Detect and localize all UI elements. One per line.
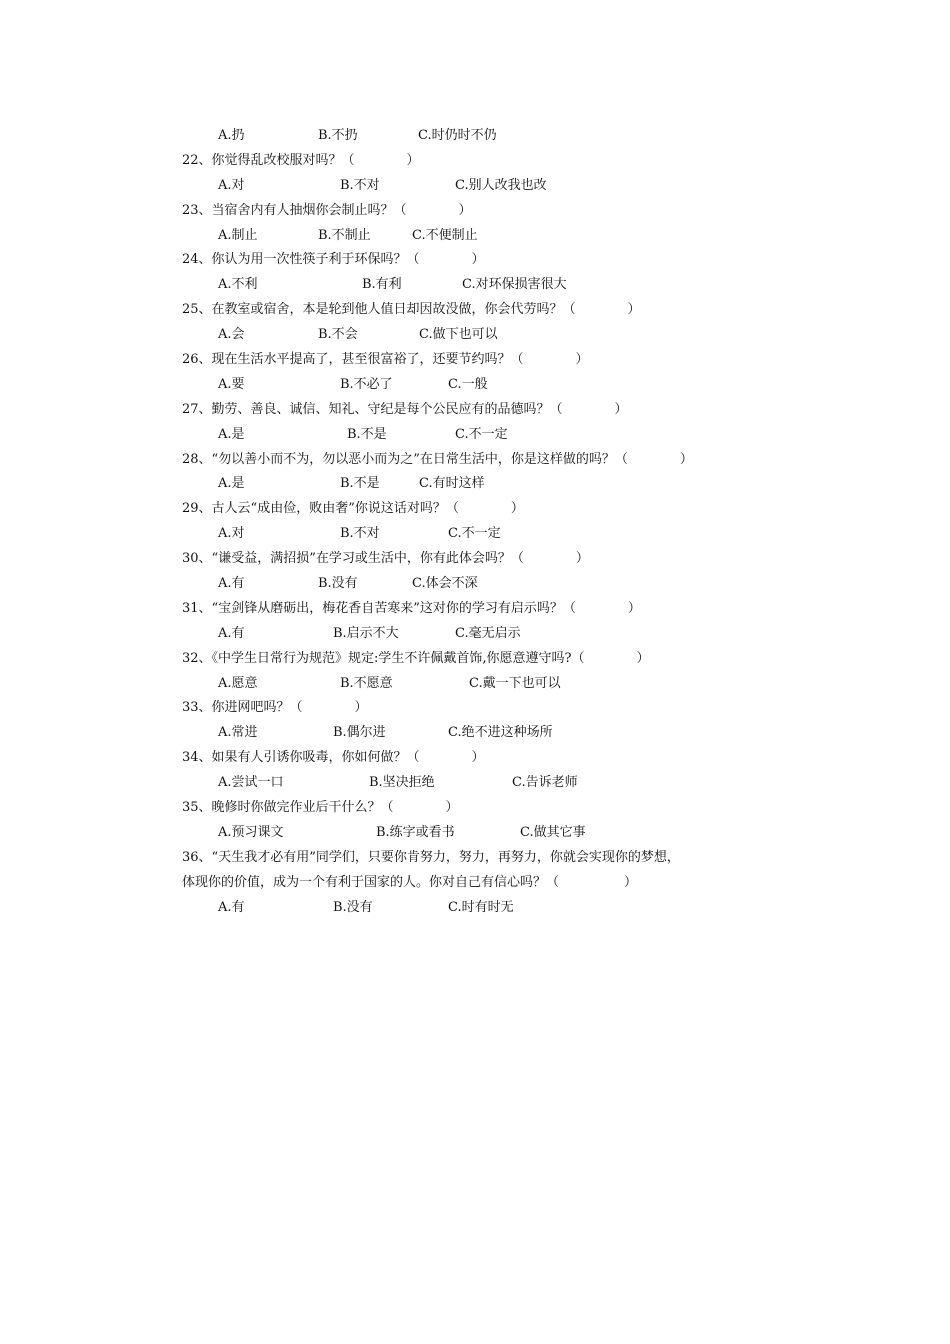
- options-row-33: [182, 721, 762, 746]
- option-c: C.毫无启示: [455, 625, 521, 641]
- options-row-31: [182, 622, 762, 647]
- options-row-29: [182, 522, 762, 547]
- question-27: 27、勤劳、善良、诚信、知礼、守纪是每个公民应有的品德吗？（ ）: [182, 401, 628, 417]
- option-a: A.有: [218, 625, 245, 641]
- question-33: 33、你进网吧吗？（ ）: [182, 700, 368, 716]
- option-a: A.制止: [218, 227, 258, 243]
- options-row-22: [182, 174, 762, 199]
- option-b: B.不是: [347, 426, 387, 442]
- option-b: B.启示不大: [333, 625, 399, 641]
- option-c: C.别人改我也改: [455, 177, 547, 193]
- option-c: C.不一定: [448, 526, 501, 542]
- option-c: C.有时这样: [419, 476, 485, 492]
- option-b: B.不是: [340, 476, 380, 492]
- option-b: B.不愿意: [340, 675, 393, 691]
- option-b: B.练字或看书: [376, 824, 455, 840]
- option-c: C.做下也可以: [419, 327, 498, 343]
- option-b: B.不对: [340, 177, 380, 193]
- option-c: C.时仍时不仍: [418, 128, 497, 143]
- options-row-30: [182, 572, 762, 597]
- option-b: B.有利: [362, 277, 402, 293]
- options-row-25: [182, 323, 762, 348]
- option-b: B.没有: [333, 899, 373, 915]
- option-c: C.体会不深: [412, 576, 478, 592]
- question-22: 22、你觉得乱改校服对吗？（ ）: [182, 152, 420, 168]
- option-c: C.戴一下也可以: [469, 675, 561, 691]
- question-26: 26、现在生活水平提高了，甚至很富裕了，还要节约吗？（ ）: [182, 352, 589, 368]
- option-c: C.时有时无: [448, 899, 514, 915]
- option-c: C.对环保损害很大: [462, 277, 567, 293]
- options-row-27: [182, 423, 762, 448]
- options-row-21: [182, 124, 762, 149]
- option-b: B.不必了: [340, 376, 393, 392]
- options-row-35: [182, 821, 762, 846]
- option-a: A.有: [218, 899, 245, 915]
- option-b: B.不制止: [318, 227, 371, 243]
- question-31: 31、“宝剑锋从磨砺出，梅花香自苦寒来”这对你的学习有启示吗？（ ）: [182, 600, 641, 616]
- option-c: C.一般: [448, 376, 488, 392]
- option-b: B.不会: [318, 327, 358, 343]
- question-28: 28、“勿以善小而不为，勿以恶小而为之”在日常生活中，你是这样做的吗？（ ）: [182, 451, 693, 467]
- question-25: 25、在教室或宿舍，本是轮到他人值日却因故没做，你会代劳吗？（ ）: [182, 302, 641, 318]
- option-c: C.告诉老师: [512, 775, 578, 791]
- question-35: 35、晚修时你做完作业后干什么？（ ）: [182, 800, 459, 816]
- question-36-line-1: 36、“天生我才必有用”同学们，只要你肯努力，努力，再努力，你就会实现你的梦想，: [182, 849, 680, 865]
- question-34: 34、如果有人引诱你吸毒，你如何做？（ ）: [182, 750, 485, 766]
- question-30: 30、“谦受益，满招损”在学习或生活中，你有此体会吗？（ ）: [182, 551, 589, 567]
- option-a: A.常进: [218, 725, 258, 741]
- option-b: B.没有: [318, 576, 358, 592]
- options-row-32: [182, 672, 762, 697]
- option-a: A.尝试一口: [218, 775, 284, 791]
- options-row-26: [182, 373, 762, 398]
- question-23: 23、当宿舍内有人抽烟你会制止吗？（ ）: [182, 202, 472, 218]
- option-a: A.对: [218, 177, 245, 193]
- question-24: 24、你认为用一次性筷子利于环保吗？（ ）: [182, 252, 485, 268]
- option-b: B.不对: [340, 526, 380, 542]
- option-a: A.预习课文: [218, 824, 284, 840]
- options-row-34: [182, 771, 762, 796]
- option-b: B.不扔: [318, 128, 358, 143]
- options-row-23: [182, 224, 762, 249]
- options-row-24: [182, 273, 762, 298]
- option-a: A.有: [218, 576, 245, 592]
- options-row-28: [182, 472, 762, 497]
- question-36-line-2: 体现你的价值，成为一个有利于国家的人。你对自己有信心吗？（ ）: [182, 874, 638, 890]
- option-c: C.不一定: [455, 426, 508, 442]
- option-a: A.愿意: [218, 675, 258, 691]
- option-c: C.做其它事: [520, 824, 586, 840]
- option-c: C.不便制止: [412, 227, 478, 243]
- option-b: B.偶尔进: [333, 725, 386, 741]
- option-a: A.会: [218, 327, 245, 343]
- option-a: A.要: [218, 376, 245, 392]
- question-32: 32、《中学生日常行为规范》规定:学生不许佩戴首饰,你愿意遵守吗?（ ）: [182, 650, 650, 666]
- option-a: A.扔: [218, 128, 245, 143]
- option-a: A.是: [218, 476, 245, 492]
- option-a: A.对: [218, 526, 245, 542]
- options-row-36: [182, 896, 762, 921]
- question-29: 29、古人云“成由俭，败由奢”你说这话对吗？（ ）: [182, 501, 524, 517]
- option-b: B.坚决拒绝: [369, 775, 435, 791]
- option-a: A.不利: [218, 277, 258, 293]
- option-c: C.绝不进这种场所: [448, 725, 553, 741]
- option-a: A.是: [218, 426, 245, 442]
- questionnaire: [182, 124, 762, 921]
